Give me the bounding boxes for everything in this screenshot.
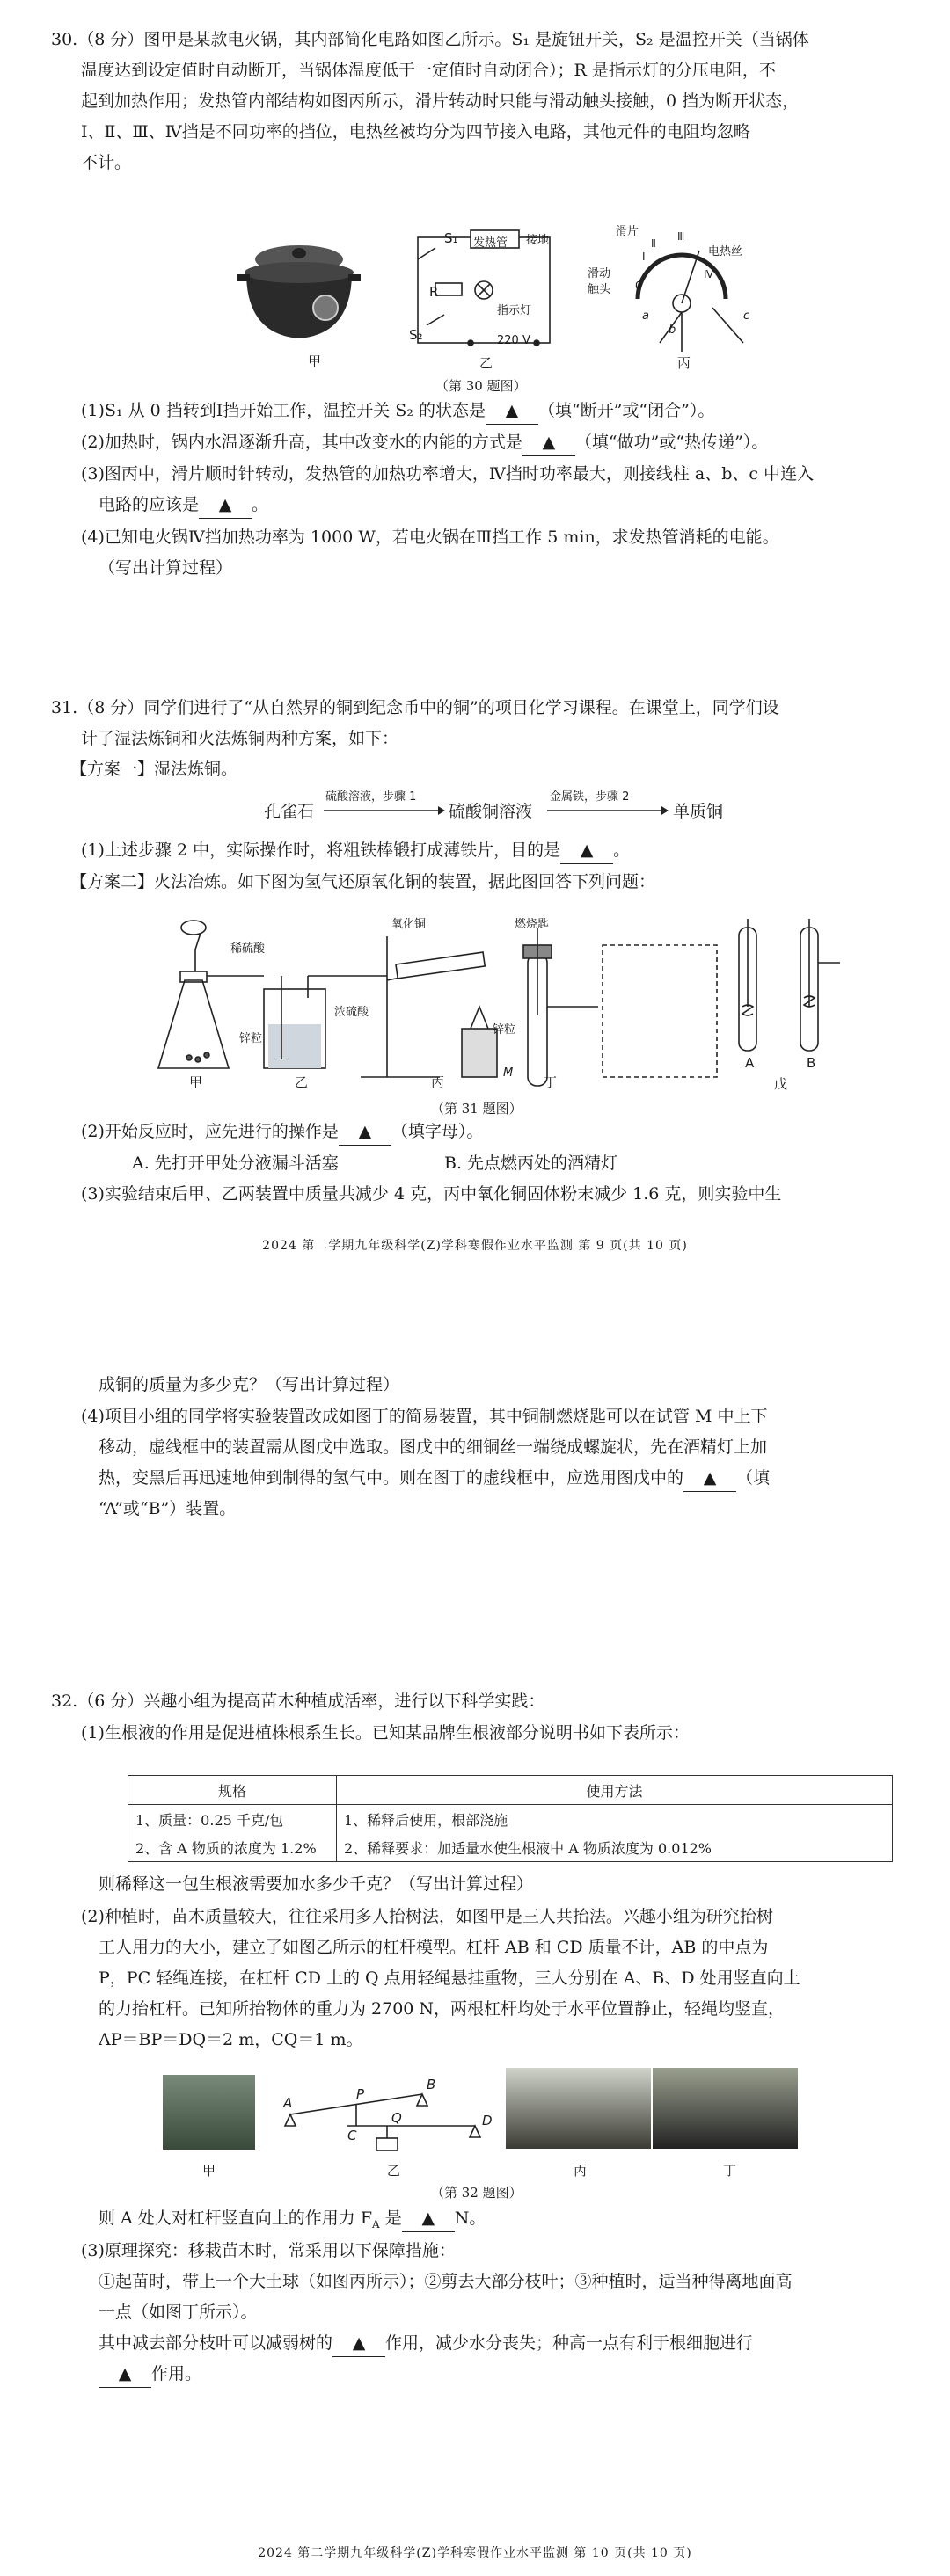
q32-p3d-text: 其中减去部分枝叶可以减弱树的 (99, 2333, 333, 2353)
q32-caption: （第 32 题图） (431, 2185, 522, 2201)
q32-p2c: P，PC 轻绳连接，在杠杆 CD 上的 Q 点用轻绳悬挂重物，三人分别在 A、B、D 处用竖直向上 (99, 1968, 800, 1988)
q32-p2q-text: 则 A 处人对杠杆竖直向上的作用力 F (99, 2209, 373, 2228)
table-cell: 1、质量：0.25 千克/包 (128, 1805, 337, 1834)
answer-blank[interactable]: ▲ (560, 837, 613, 864)
answer-blank[interactable]: ▲ (199, 491, 252, 519)
q30-p1-tail: （填“断开”或“闭合”）。 (537, 401, 715, 420)
q32-p2q (99, 2205, 486, 2238)
q30-fig-s2: S₂ (409, 327, 423, 343)
q31-caption: （第 31 题图） (431, 1101, 522, 1117)
answer-blank[interactable]: ▲ (402, 2205, 455, 2232)
q30-line-1: 30.（8 分）图甲是某款电火锅，其内部简化电路如图乙所示。S₁ 是旋钮开关，S₂ 是温控开关（当锅体 (51, 30, 809, 49)
q31-option-a: A. 先打开甲处分液漏斗活塞 (132, 1153, 339, 1173)
lever-label-b: B (427, 2077, 436, 2092)
q31-p4c (99, 1465, 770, 1492)
q31-p2 (81, 1118, 483, 1146)
q30-fig-zhishi: 指示灯 (497, 304, 532, 317)
q30-fig-huapian: 滑片 (616, 225, 639, 238)
q31-fig-xinli2: 锌粒 (493, 1023, 516, 1037)
lever-label-q: Q (391, 2110, 402, 2126)
q30-fig-g1: Ⅰ (642, 251, 646, 263)
q30-p4a: (4)已知电火锅Ⅳ挡加热功率为 1000 W，若电火锅在Ⅲ挡工作 5 min，求发热管消耗的电能。 (81, 528, 779, 547)
q30-fig-fare: 发热管 (473, 236, 508, 250)
q31-fig-b: B (807, 1055, 816, 1071)
flow-copper: 单质铜 (673, 802, 724, 821)
q31-line-1: 31.（8 分）同学们进行了“从自然界的铜到纪念币中的铜”的项目化学习课程。在课堂上，同学们设 (51, 698, 779, 717)
q32-p2q-text2: 是 (379, 2209, 402, 2228)
answer-blank[interactable]: ▲ (332, 2330, 385, 2357)
table-row (128, 1833, 893, 1862)
q31-p4e: “A”或“B”）装置。 (99, 1499, 237, 1518)
q32-p3e-text: 作用，减少水分丧失；种高一点有利于根细胞进行 (385, 2333, 754, 2353)
q30-fig-b: b (669, 324, 676, 337)
q31-fig-m: M (503, 1066, 514, 1080)
q30-fig-g2: Ⅱ (651, 237, 656, 250)
q30-fig-s1: S₁ (444, 230, 458, 246)
photo-bing-root-ball (506, 2068, 651, 2149)
lever-model-diagram (281, 2075, 493, 2158)
q31-fig-ding: 丁 (544, 1074, 558, 1090)
flow-copper-sulfate: 硫酸铜溶液 (449, 802, 533, 821)
q30-fig-jiedi: 接地 (526, 234, 550, 247)
q32-p3d (99, 2330, 753, 2357)
table-header: 规格 (128, 1776, 337, 1805)
table-cell: 1、稀释后使用，根部浇施 (337, 1805, 893, 1834)
q30-p1-text: (1)S₁ 从 0 挡转到Ⅰ挡开始工作，温控开关 S₂ 的状态是 (81, 401, 486, 420)
q30-fig-bing: 丙 (677, 355, 691, 371)
q30-fig-jia: 甲 (308, 353, 322, 369)
q31-fig-bing: 丙 (431, 1074, 445, 1090)
q30-p2 (81, 429, 768, 456)
q31-plan-1: 【方案一】湿法炼铜。 (70, 760, 238, 779)
q31-apparatus-figure (123, 910, 844, 1095)
spec-table (128, 1775, 893, 1862)
lever-label-a: A (283, 2095, 293, 2111)
q31-fig-yanghuatong: 氧化铜 (391, 918, 427, 931)
q30-p3a: (3)图丙中，滑片顺时针转动，发热管的加热功率增大，Ⅳ挡时功率最大，则接线柱 a、b、c 中连入 (81, 464, 815, 484)
q31-p3-cont: 成铜的质量为多少克？（写出计算过程） (99, 1375, 400, 1394)
flow-arrow-1 (324, 805, 445, 816)
q30-fig-a: a (642, 309, 649, 323)
q31-option-b: B. 先点燃丙处的酒精灯 (444, 1153, 618, 1173)
answer-blank[interactable]: ▲ (683, 1465, 736, 1492)
q30-line-5: 不计。 (81, 153, 132, 172)
flow-arrow-2 (547, 805, 669, 816)
q31-fig-jia: 甲 (189, 1074, 203, 1090)
q30-p3b (99, 491, 268, 519)
flow-arrow-2-label: 金属铁，步骤 2 (550, 790, 630, 804)
q30-line-2: 温度达到设定值时自动断开，当锅体温度低于一定值时自动闭合）；R 是指示灯的分压电阻，不 (81, 61, 776, 80)
q32-p3b: ①起苗时，带上一个大土球（如图丙所示）；②剪去大部分枝叶；③种植时，适当种得离地面高 (99, 2272, 793, 2291)
q30-fig-g4: Ⅳ (704, 268, 714, 280)
q30-fig-220v: 220 V (497, 334, 530, 347)
answer-blank[interactable]: ▲ (522, 429, 575, 456)
q31-p2-text: (2)开始反应时，应先进行的操作是 (81, 1122, 339, 1141)
q32-fig-jia: 甲 (202, 2163, 216, 2179)
q31-p3: (3)实验结束后甲、乙两装置中质量共减少 4 克，丙中氧化铜固体粉末减少 1.6 克，则实验中生 (81, 1184, 782, 1204)
hot-pot-image (238, 245, 361, 338)
q30-fig-g0: 0 (635, 280, 642, 292)
q32-p1: (1)生根液的作用是促进植株根系生长。已知某品牌生根液部分说明书如下表所示： (81, 1723, 690, 1743)
q32-fig-ding: 丁 (723, 2163, 737, 2179)
lever-label-c: C (347, 2128, 357, 2143)
answer-blank[interactable]: ▲ (99, 2361, 151, 2388)
q32-p3a: (3)原理探究：移栽苗木时，常采用以下保障措施： (81, 2241, 456, 2260)
q32-p3f-text: 作用。 (151, 2364, 202, 2383)
q31-fig-xiliusuan: 稀硫酸 (230, 942, 266, 956)
q31-fig-xinli: 锌粒 (239, 1032, 263, 1045)
q30-p3-tail: 。 (252, 495, 269, 514)
q32-p2b: 工人用力的大小，建立了如图乙所示的杠杆模型。杠杆 AB 和 CD 质量不计，AB 的中点为 (99, 1938, 769, 1957)
table-header-row (128, 1776, 893, 1805)
q32-fig-bing: 丙 (574, 2163, 588, 2179)
q31-p1-tail: 。 (613, 840, 631, 860)
q32-p2q-sub: A (372, 2217, 380, 2230)
photo-jia-lifting (163, 2075, 255, 2150)
page-footer-10: 2024 第二学期九年级科学(Z)学科寒假作业水平监测 第 10 页(共 10 页) (258, 2546, 692, 2560)
q31-fig-yi: 乙 (295, 1074, 309, 1090)
q31-fig-ranshaochi: 燃烧匙 (515, 918, 550, 931)
q31-fig-wu: 戊 (774, 1076, 788, 1092)
flow-malachite: 孔雀石 (264, 802, 315, 821)
q31-p1-text: (1)上述步骤 2 中，实际操作时，将粗铁棒锻打成薄铁片，目的是 (81, 840, 561, 860)
answer-blank[interactable]: ▲ (339, 1118, 391, 1146)
q30-p3b-text: 电路的应该是 (99, 495, 200, 514)
q31-p4d-text: （填 (736, 1468, 771, 1488)
answer-blank[interactable]: ▲ (486, 397, 538, 425)
q31-p2-tail: （填字母）。 (391, 1122, 484, 1141)
q30-fig-r: R (429, 284, 439, 300)
q30-line-3: 起到加热作用；发热管内部结构如图丙所示，滑片转动时只能与滑动触头接触，0 挡为断开状态， (81, 91, 800, 111)
q30-fig-chutou: 触头 (588, 283, 611, 296)
heating-tube-diagram (638, 251, 743, 352)
q30-fig-yi: 乙 (479, 355, 493, 371)
q32-p1q: 则稀释这一包生根液需要加水多少千克？（写出计算过程） (99, 1874, 534, 1894)
q32-p2d: 的力抬杠杆。已知所抬物体的重力为 2700 N，两根杠杆均处于水平位置静止，轻绳均竖直， (99, 1999, 786, 2019)
q30-line-4: Ⅰ、Ⅱ、Ⅲ、Ⅳ挡是不同功率的挡位，电热丝被均分为四节接入电路，其他元件的电阻均忽略 (81, 122, 750, 142)
q32-p3c: 一点（如图丁所示）。 (99, 2303, 258, 2322)
q30-p1 (81, 397, 714, 425)
lever-label-d: D (482, 2113, 493, 2128)
page-footer-9: 2024 第二学期九年级科学(Z)学科寒假作业水平监测 第 9 页(共 10 页) (262, 1239, 688, 1253)
q31-plan-2: 【方案二】火法冶炼。如下图为氢气还原氧化铜的装置，据此图回答下列问题： (70, 872, 656, 891)
q31-p4c-text: 热，变黑后再迅速地伸到制得的氢气中。则在图丁的虚线框中，应选用图戊中的 (99, 1468, 684, 1488)
table-header: 使用方法 (337, 1776, 893, 1805)
q31-fig-nongliusuan: 浓硫酸 (334, 1006, 369, 1019)
q30-fig-c: c (743, 309, 750, 323)
q31-p1 (81, 837, 630, 864)
table-row (128, 1805, 893, 1834)
q30-fig-g3: Ⅲ (677, 230, 685, 243)
table-cell: 2、含 A 物质的浓度为 1.2% (128, 1833, 337, 1862)
q30-p2-tail: （填“做功”或“热传递”）。 (574, 433, 769, 452)
photo-ding-planting (653, 2068, 798, 2149)
q31-line-2: 计了湿法炼铜和火法炼铜两种方案，如下： (81, 729, 399, 748)
table-cell: 2、稀释要求：加适量水使生根液中 A 物质浓度为 0.012% (337, 1833, 893, 1862)
q30-p2-text: (2)加热时，锅内水温逐渐升高，其中改变水的内能的方式是 (81, 433, 522, 452)
flow-arrow-1-label: 硫酸溶液，步骤 1 (325, 790, 417, 804)
q32-p2q-unit: N。 (454, 2209, 486, 2228)
q32-p2e: AP＝BP＝DQ＝2 m，CQ＝1 m。 (99, 2030, 363, 2049)
q32-p2a: (2)种植时，苗木质量较大，往往采用多人抬树法，如图甲是三人共抬法。兴趣小组为研究抬树 (81, 1907, 773, 1926)
q31-fig-a: A (745, 1055, 755, 1071)
q31-p4a: (4)项目小组的同学将实验装置改成如图丁的简易装置，其中铜制燃烧匙可以在试管 M 中上下 (81, 1407, 768, 1426)
q31-p4b: 移动，虚线框中的装置需从图戊中选取。图戊中的细铜丝一端绕成螺旋状，先在酒精灯上加 (99, 1437, 768, 1457)
lever-label-p: P (356, 2086, 365, 2102)
q30-caption: （第 30 题图） (435, 378, 527, 394)
q32-fig-yi: 乙 (387, 2163, 401, 2179)
q32-p3f (99, 2361, 201, 2388)
q30-p4b: （写出计算过程） (99, 558, 233, 578)
q30-fig-huadong: 滑动 (588, 267, 611, 280)
q32-line-1: 32.（6 分）兴趣小组为提高苗木种植成活率，进行以下科学实践： (51, 1692, 545, 1711)
q30-fig-dianresi: 电热丝 (708, 245, 743, 258)
